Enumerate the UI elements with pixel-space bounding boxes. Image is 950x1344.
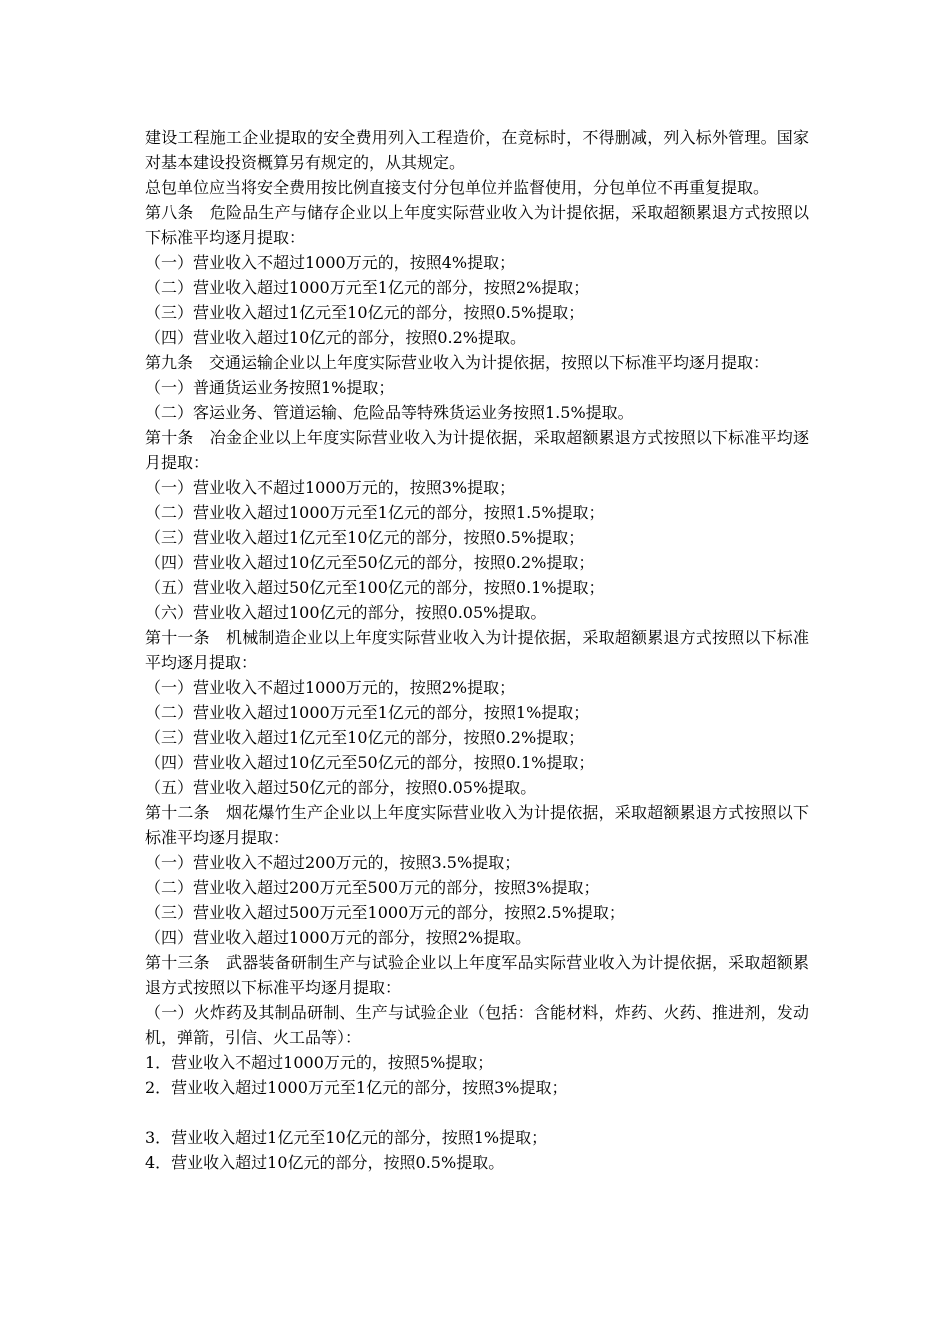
document-body	[145, 125, 809, 1175]
article-13-item-3: 3．营业收入超过1亿元至10亿元的部分，按照1%提取；	[145, 1128, 548, 1147]
blank-line	[145, 1100, 809, 1125]
article-10-item-1: （一）营业收入不超过1000万元的，按照3%提取；	[145, 478, 516, 497]
article-12-item-3: （三）营业收入超过500万元至1000万元的部分，按照2.5%提取；	[145, 903, 625, 922]
article-8-item-2: （二）营业收入超过1000万元至1亿元的部分，按照2%提取；	[145, 278, 590, 297]
article-10-item-6: （六）营业收入超过100亿元的部分，按照0.05%提取。	[145, 603, 547, 622]
article-10-item-5: （五）营业收入超过50亿元至100亿元的部分，按照0.1%提取；	[145, 578, 605, 597]
article-12-item-4: （四）营业收入超过1000万元的部分，按照2%提取。	[145, 928, 532, 947]
article-8-item-3: （三）营业收入超过1亿元至10亿元的部分，按照0.5%提取；	[145, 303, 585, 322]
paragraph-subcontractor-payment: 总包单位应当将安全费用按比例直接支付分包单位并监督使用，分包单位不再重复提取。	[145, 178, 770, 197]
article-9-item-2: （二）客运业务、管道运输、危险品等特殊货运业务按照1.5%提取。	[145, 403, 634, 422]
article-9-heading: 第九条 交通运输企业以上年度实际营业收入为计提依据，按照以下标准平均逐月提取：	[145, 353, 770, 372]
article-13-item-1: 1．营业收入不超过1000万元的，按照5%提取；	[145, 1053, 494, 1072]
article-11-item-3: （三）营业收入超过1亿元至10亿元的部分，按照0.2%提取；	[145, 728, 585, 747]
article-13-item-4: 4．营业收入超过10亿元的部分，按照0.5%提取。	[145, 1153, 505, 1172]
article-10-item-3: （三）营业收入超过1亿元至10亿元的部分，按照0.5%提取；	[145, 528, 585, 547]
article-8-heading: 第八条 危险品生产与储存企业以上年度实际营业收入为计提依据，采取超额累退方式按照以下标准平均逐月提取：	[145, 203, 809, 247]
article-13-section-1: （一）火炸药及其制品研制、生产与试验企业（包括：含能材料，炸药、火药、推进剂，发动机，弹箭，引信、火工品等）：	[145, 1003, 809, 1047]
article-10-item-4: （四）营业收入超过10亿元至50亿元的部分，按照0.2%提取；	[145, 553, 595, 572]
article-12-item-2: （二）营业收入超过200万元至500万元的部分，按照3%提取；	[145, 878, 600, 897]
article-8-item-4: （四）营业收入超过10亿元的部分，按照0.2%提取。	[145, 328, 527, 347]
article-11-heading: 第十一条 机械制造企业以上年度实际营业收入为计提依据，采取超额累退方式按照以下标准平均逐月提取：	[145, 628, 809, 672]
article-13-item-2: 2．营业收入超过1000万元至1亿元的部分，按照3%提取；	[145, 1078, 568, 1097]
article-11-item-2: （二）营业收入超过1000万元至1亿元的部分，按照1%提取；	[145, 703, 590, 722]
article-10-heading: 第十条 冶金企业以上年度实际营业收入为计提依据，采取超额累退方式按照以下标准平均逐月提取：	[145, 428, 809, 472]
article-11-item-1: （一）营业收入不超过1000万元的，按照2%提取；	[145, 678, 516, 697]
article-11-item-5: （五）营业收入超过50亿元的部分，按照0.05%提取。	[145, 778, 537, 797]
article-9-item-1: （一）普通货运业务按照1%提取；	[145, 378, 395, 397]
article-8-item-1: （一）营业收入不超过1000万元的，按照4%提取；	[145, 253, 516, 272]
article-12-heading: 第十二条 烟花爆竹生产企业以上年度实际营业收入为计提依据，采取超额累退方式按照以下标准平均逐月提取：	[145, 803, 809, 847]
article-12-item-1: （一）营业收入不超过200万元的，按照3.5%提取；	[145, 853, 521, 872]
article-11-item-4: （四）营业收入超过10亿元至50亿元的部分，按照0.1%提取；	[145, 753, 595, 772]
article-10-item-2: （二）营业收入超过1000万元至1亿元的部分，按照1.5%提取；	[145, 503, 605, 522]
article-13-heading: 第十三条 武器装备研制生产与试验企业以上年度军品实际营业收入为计提依据，采取超额累退方式按照以下标准平均逐月提取：	[145, 953, 809, 997]
paragraph-construction-safety-cost: 建设工程施工企业提取的安全费用列入工程造价，在竞标时，不得删减，列入标外管理。国家对基本建设投资概算另有规定的，从其规定。	[145, 128, 809, 172]
